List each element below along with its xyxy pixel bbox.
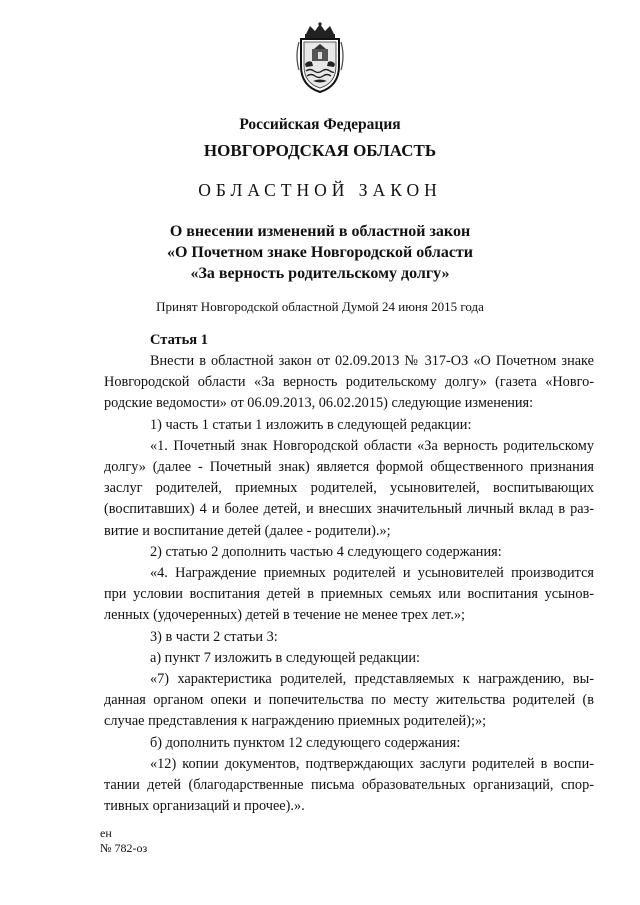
- article-paragraph: 3) в части 2 статьи 3:: [150, 628, 278, 645]
- region-heading: НОВГОРОДСКАЯ ОБЛАСТЬ: [203, 141, 437, 160]
- article-paragraph: «4. Награждение приемных родителей и усыновителей производится при условии воспитания детей в приемных семьях или воспитания усынов-ленных (удочеренных) детей в течение не менее трех лет.»;: [104, 565, 594, 624]
- adoption-note: Принят Новгородской областной Думой 24 июня 2015 года: [156, 299, 484, 314]
- coat-of-arms-icon: [292, 22, 348, 94]
- footer-initials: ен: [100, 826, 112, 840]
- document-type-heading: ОБЛАСТНОЙ ЗАКОН: [198, 180, 442, 200]
- article-paragraph: а) пункт 7 изложить в следующей редакции:: [150, 649, 420, 666]
- article-heading: Статья 1: [150, 332, 208, 348]
- article-body: [104, 351, 594, 817]
- article-paragraph: «12) копии документов, подтверждающих заслуги родителей в воспи-тании детей (благодарственные письма образовательных организаций, спор-тивных организаций и прочее).».: [104, 755, 594, 815]
- law-title-line-2: «О Почетном знаке Новгородской области: [166, 244, 473, 261]
- article-paragraph: «7) характеристика родителей, представляемых к награждению, вы-данная органом опеки и попечительства по месту жительства родителей (в случае представления к награждению приемных родителей);»;: [104, 671, 594, 730]
- country-heading: Российская Федерация: [239, 116, 401, 133]
- article-paragraph: 2) статью 2 дополнить частью 4 следующего содержания:: [150, 543, 502, 560]
- article-paragraph: «1. Почетный знак Новгородской области «За верность родительскому долгу» (далее - Почетный знак) является формой общественного признания заслуг родителей, приемных родителей, усыновителей, воспитывающих (воспитавших) 4 и более детей, и внесших значительный личный вклад в раз-витие и воспитание детей (далее - родители).»;: [104, 437, 594, 539]
- article-paragraph: 1) часть 1 статьи 1 изложить в следующей редакции:: [150, 416, 472, 433]
- law-title-line-3: «За верность родительскому долгу»: [190, 265, 450, 282]
- law-title-line-1: О внесении изменений в областной закон: [169, 223, 471, 240]
- article-paragraph: Внести в областной закон от 02.09.2013 № 317-ОЗ «О Почетном знаке Новгородской области «За верность родительскому долгу» (газета «Новго-родские ведомости» от 06.09.2013, 06.02.2015) следующие изменения:: [104, 353, 594, 412]
- article-paragraph: б) дополнить пунктом 12 следующего содержания:: [150, 734, 461, 751]
- footer-document-number: № 782-оз: [100, 841, 148, 855]
